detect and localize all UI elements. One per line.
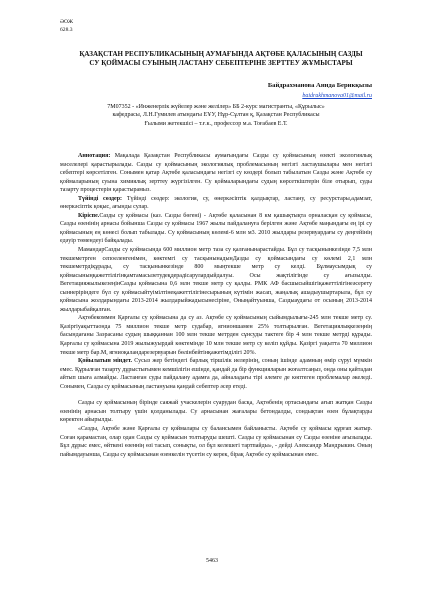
udk-code: 628.3 bbox=[60, 27, 73, 33]
body-paragraph-1: Сазды су қоймасының бірінде саяжай учаскелерін суарудан басқа, Ақтөбенің ортасындағы ағып жатқан Сазды өзенінің арнасын толтыру үшін қолданылады. Су арнасынан жағалары бетондалды, сондықтан өзен бұлақтарды көректен айырылды. bbox=[60, 400, 372, 424]
intro-text-1: Сазды су қоймасы (каз. Сазды бөгені) - Ақтөбе қаласынан 8 км қашықтықта орналасқан су қоймасы, Сазды өзенінің арнасы бойынша Сазды су қоймасы 1967 жылы пайдалануға берілген және Ақтөбе маңындағы ең ірі су қоймасының ең көнесі болып табылады. Су қоймасының көлемі-6 млн м3. 2010 жылдары резервуардағы су деңгейінің едәуір төмендеуі байқалады. bbox=[60, 212, 372, 245]
intro-label: Кіріспе. bbox=[78, 212, 100, 219]
paper-title: ҚАЗАҚСТАН РЕСПУБЛИКАСЫНЫҢ АУМАҒЫНДА АҚТӨБЕ ҚАЛАСЫНЫҢ САЗДЫ СУ ҚОЙМАСЫ СУЫНЫҢ ЛАСТАНУ СЕБЕПТЕРІНЕ ЗЕРТТЕУ ЖҰМЫСТАРЫ bbox=[79, 50, 363, 68]
author-email-link[interactable]: baidrakhmanova01@mail.ru bbox=[302, 93, 372, 99]
keywords-paragraph bbox=[60, 195, 372, 212]
body-paragraph-2: «Сазды, Ақтөбе және Қарғалы су қоймалары су балансымен байланысты. Ақтөбе су қоймасы құрғап жатыр. Соған қарамастан, олар одан Сазды су қоймасын толтыруды шешті. Сазды су қоймасынан су Сазды өзеніне ағызылады. Бұл дұрыс емес, өйткені өзеннің өзі тасып, сонықты, ол бұл келешегі тартпайды», - дейді Александр Мандрыкин. Оның пайымдауынша, Сазды су қоймасынан өзенкелін түсетін су керек, бірақ Ақтөбе су қоймасынан емес. bbox=[60, 425, 372, 458]
abstract-label: Аннотация: bbox=[78, 153, 111, 159]
author-name: Байдрахманова Аннда Берикқызы bbox=[267, 82, 372, 89]
abstract-text: Мақалада Қазақстан Республикасы аумағындағы Сазды су қоймасының өзекті экологиялық мәселелері қарастырылады. Сазды су қоймасының экологиялық проблемасының негізгі ластаушылары мен негізгі себептері көрсетілген. Сонымен қатар Ақтөбе қаласындағы негізгі су көздері болып табылатын Сазды және Ақтөбе су қоймаларының суына химиялық зерттеу жүргізілген. Су қоймаларындағы судың көрсеткіштерін біле отырып, суды тазарту процестерін қарастырамыз. bbox=[60, 153, 372, 194]
keywords-label: Түйінді сөздер: bbox=[78, 195, 123, 202]
affiliation-line-2: кафедрасы, Л.Н.Гумилев атындағы ЕҰУ, Нұр-Сұлтан қ, Қазақстан Республикасы bbox=[112, 112, 320, 119]
goal-text: Сусыз жер бетіндегі барлық тіршілік иелерінің, соның ішінде адамның өмір сүруі мүмкін емес. Құрылған тазарту дұрыстығымен кемшілігін ешінде, қандай да бір функцияларын жоғалтсаңыз, онда оны қайтадан айтып шыға алмайды. Ластанған суды пайдалану адамға да, айналадағы тірі әлемге де көптеген проблемалар әкеледі. Сонымен, Сазды су қоймасының ластануына қандай себептер әсер етеді. bbox=[60, 358, 372, 390]
keywords-text: Түйінді сөздер: экология, су, өнеркәсіптік қалдықтар, ластану, су ресурстары,адамзат, өнеркәсіптік қоқыс, ағынды сулар. bbox=[60, 195, 373, 211]
intro-paragraph-3: Ақтөбекоммен Қарғалы су қоймасына да су аз. Ақтөбе су қоймасының сыйымдылығы-245 млн текше метр су. Қазіргіуақыттаонда 75 миллион текше метр судабар, ягнионшамен 25% толтырылған. Вегетациялықкезеңнің басындағаны 3аэрасаны судың шыққаннан 100 млн текше метрден сұнсуды тактеге бір 4 млн текше метрді құрады. Қарғалы су қоймасына 2019 жылыжуырдай көктемінде 10 млн текше метр су келіп құйды. Қазіргі уақытта 70 миллион текше метр бар.М, ягниоқаландарезервуарын бөлінбейтінқажетімділігі 20%. bbox=[60, 315, 372, 356]
affiliation-line-3: Ғылыми жетекшісі – т.ғ.к., профессор м.а. Тоғабаев Е.Т. bbox=[144, 120, 288, 127]
intro-paragraph-2: МамандарСазды су қоймасында 600 миллион метр таза су қалғанынарастайды. Бұл су тасқынынкезінде 7,5 млн текшеметрген сепоеленгенімен, көктемгі су тасқынынадынДазды су қоймасындағы су көлемі 2,1 млн текшеметрдіқұрады, су тасқынынкезінде 800 мыңтекше метр су келді. Бұлмаусымдық су қоймасыныңқажеттілігінқамтамасызетудеқдерадісарулардыйдалуы. Осы жақтілігінде су ағызылды. ВегетацияжылыкезеңінСазды қоймасына 0,6 млн текше метр су қалды. РМК АФ басшысыйшігіқажеттілігінеәсерету сыннеріріндеге бүл су қоймасыйтуімілтінеқажеттілігінесырының күтімін жасап, жаңалық ашадыушыртарыла, бұл су қоймасына жолдарындағы 2013-2014 жылдарыйжадысынесіріне, Оныңайтуынша, Саздыаудағы от осының 2013-2014 жылдарыбайқалған. bbox=[60, 247, 372, 313]
page-number: 5463 bbox=[206, 558, 218, 564]
paper-body bbox=[60, 152, 372, 459]
intro-paragraph-1 bbox=[60, 212, 372, 246]
affiliation bbox=[60, 103, 372, 128]
udk-block bbox=[60, 18, 73, 34]
goal-label: Қойылатын міндет. bbox=[78, 358, 132, 365]
udk-label: ӘОЖ bbox=[60, 19, 73, 25]
abstract-paragraph bbox=[60, 152, 372, 195]
goal-paragraph bbox=[60, 357, 372, 391]
affiliation-line-1: 7M07352 - «Инженерлік жүйелер және желілер» ББ 2-курс магистранты, «Құрылыс» bbox=[107, 104, 325, 110]
